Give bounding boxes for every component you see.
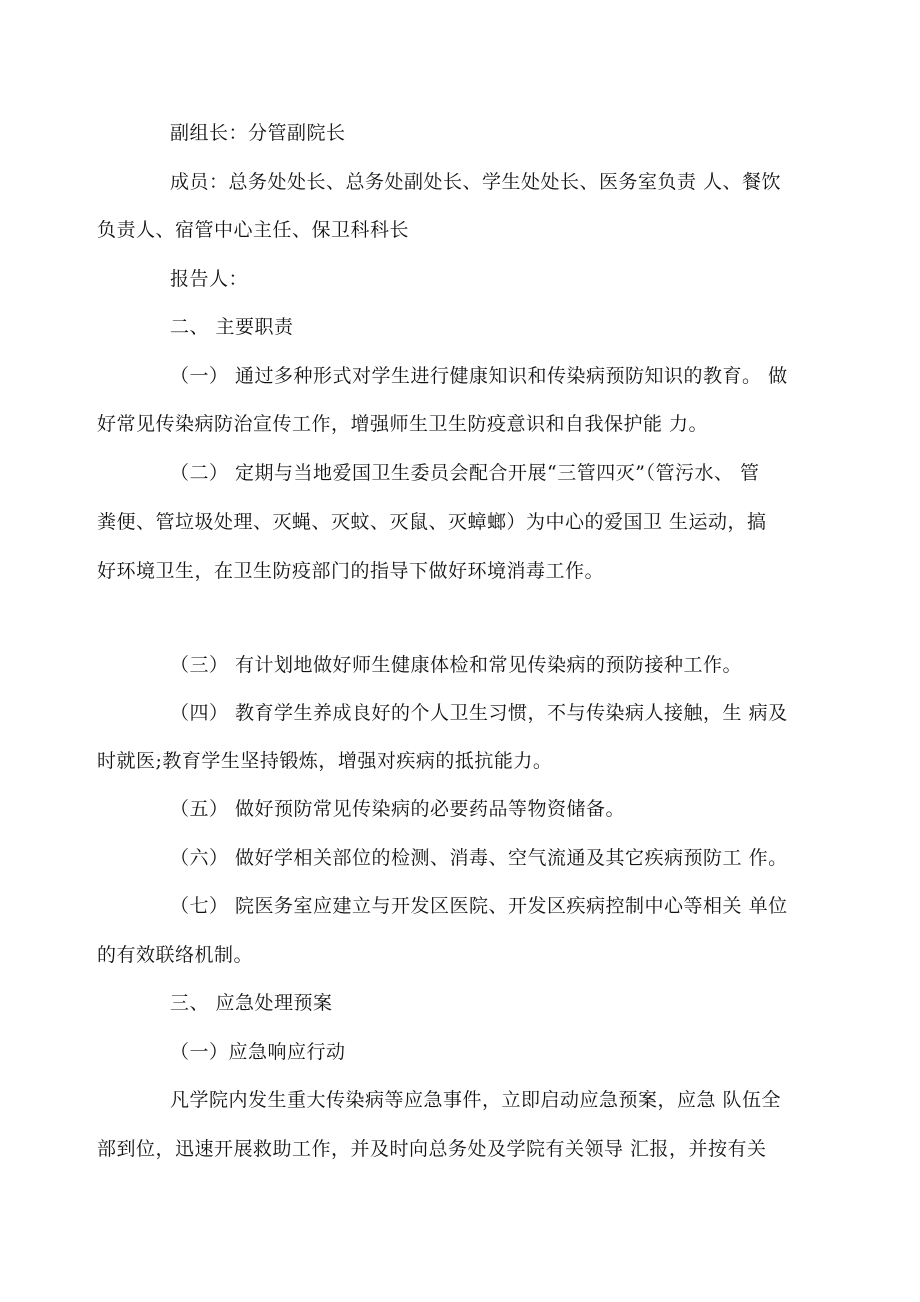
- section-heading-main-duties: 二、 主要职责: [170, 316, 294, 338]
- text-line-duty-6: （六） 做好学相关部位的检测、消毒、空气流通及其它疾病预防工 作。: [170, 847, 788, 869]
- text-line-duty-2: （二） 定期与当地爱国卫生委员会配合开展“三管四灭”（管污水、 管: [170, 462, 760, 484]
- text-line-deputy-leader: 副组长：分管副院长: [170, 122, 346, 144]
- text-line-duty-2-cont: 粪便、管垃圾处理、灭蝇、灭蚊、灭鼠、灭蟑螂）为中心的爱国卫 生运动，搞: [97, 511, 767, 533]
- text-line-duty-1: （一） 通过多种形式对学生进行健康知识和传染病预防知识的教育。 做: [170, 365, 788, 387]
- text-line-response: 凡学院内发生重大传染病等应急事件，立即启动应急预案，应急 队伍全: [170, 1089, 782, 1111]
- section-heading-emergency-plan: 三、 应急处理预案: [170, 992, 333, 1014]
- subsection-heading-response: （一）应急响应行动: [170, 1041, 346, 1063]
- text-line-members-cont: 负责人、宿管中心主任、保卫科科长: [97, 219, 410, 241]
- text-line-duty-3: （三） 有计划地做好师生健康体检和常见传染病的预防接种工作。: [170, 654, 743, 676]
- text-line-duty-7: （七） 院医务室应建立与开发区医院、开发区疾病控制中心等相关 单位: [170, 895, 788, 917]
- text-line-duty-2-cont2: 好环境卫生，在卫生防疫部门的指导下做好环境消毒工作。: [97, 560, 605, 582]
- text-line-reporter: 报告人：: [170, 268, 249, 290]
- text-line-duty-1-cont: 好常见传染病防治宣传工作，增强师生卫生防疫意识和自我保护能 力。: [97, 413, 709, 435]
- text-line-duty-7-cont: 的有效联络机制。: [97, 944, 254, 966]
- text-line-members: 成员：总务处处长、总务处副处长、学生处处长、医务室负责 人、餐饮: [170, 171, 782, 193]
- text-line-response-cont: 部到位，迅速开展救助工作，并及时向总务处及学院有关领导 汇报，并按有关: [97, 1138, 767, 1160]
- text-line-duty-5: （五） 做好预防常见传染病的必要药品等物资储备。: [170, 798, 626, 820]
- text-line-duty-4: （四） 教育学生养成良好的个人卫生习惯，不与传染病人接触，生 病及: [170, 702, 788, 724]
- text-line-duty-4-cont: 时就医;教育学生坚持锻炼，增强对疾病的抵抗能力。: [97, 750, 553, 772]
